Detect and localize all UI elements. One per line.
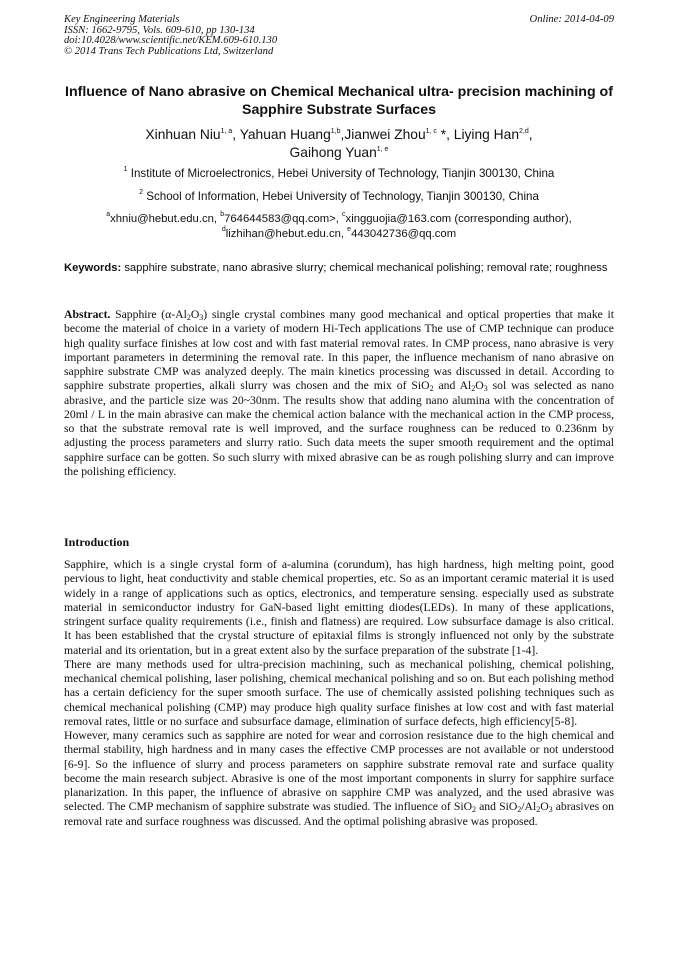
author-affiliation-mark: 1, c — [425, 128, 437, 135]
author-emails: $^a$xhniu@hebut.edu.cn, $^b$764644583@qq.com>, $^c$xingguojia@163.com (corresponding author), $^d$lizhihan@hebut.edu.cn, $^e$443042736@qq.com — [106, 211, 572, 240]
author-affiliation-mark: 2,d — [519, 128, 529, 135]
journal-name: Key Engineering Materials — [64, 14, 180, 25]
email-c: xingguojia@163.com (corresponding author), — [345, 213, 572, 225]
abstract-label: Abstract. — [64, 308, 111, 321]
email-d: lizhihan@hebut.edu.cn, — [225, 227, 345, 240]
copyright-line: © 2014 Trans Tech Publications Ltd, Switzerland — [64, 45, 274, 57]
affiliation-number: 2 — [139, 189, 143, 196]
introduction-body — [64, 558, 614, 829]
author-affiliation-mark: 1,b — [330, 128, 341, 135]
affiliation-text: School of Information, Hebei University of Technology, Tianjin 300130, China — [146, 190, 539, 203]
abstract: Abstract. Sapphire $(\alpha-Al_2O_3)$ single crystal combines many good mechanical and optical properties that make it become the material of choice in a variety of modern Hi-Tech applications The use of CMP technique can produce high quality surface finishes at low cost and with fast material removal rates. In CMP process, nano abrasive is very important parameters in determining the removal rate. In this paper, the influence mechanism of nano abrasive on sapphire substrate CMP was analyzed deeply. The main kinetics processing was discussed in detail. According to sapphire substrate properties, alkali slurry was chosen and the mix of SiO$_2$ and $Al_2O_3$ sol was selected as nano abrasive, and the particle size was 20~30nm. The results show that adding nano alumina with the concentration of 20ml / L in the main abrasive can make the chemical action balance with the mechanical action in the CMP process, so that the substrate removal rate is well improved, and the surface roughness can be reduced to 0.236nm by adjusting the process parameters and slurry ratio. Such data meets the super smooth requirement and the optimal sapphire surface can be gotten. So such slurry with mixed abrasive can be as rough polishing slurry and can improve the polishing efficiency. — [64, 308, 615, 478]
keywords-label: Keywords: — [64, 262, 122, 274]
journal-header — [64, 15, 614, 57]
email-b: 764644583@qq.com>, — [224, 213, 339, 225]
email-a: xhniu@hebut.edu.cn, — [110, 213, 218, 225]
online-date: Online: 2014-04-09 — [529, 14, 614, 25]
doi-line: doi:10.4028/www.scientific.net/KEM.609-610.130 — [64, 35, 278, 47]
keywords — [64, 261, 614, 275]
affiliation-number: 1 — [123, 166, 128, 173]
issn-line: ISSN: 1662-9795, Vols. 609-610, pp 130-134 — [64, 24, 255, 36]
author-name: Yahuan Huang — [239, 127, 331, 142]
author-list: Xinhuan Niu$^{1, a}$, Yahuan Huang$^{1,b}$,Jianwei Zhou$^{1, c}$ *, Liying Han$^{2,d}$, Gaihong Yuan$^{1, e}$ — [145, 127, 533, 160]
affiliation-1 — [60, 167, 618, 181]
keywords-text: sapphire substrate, nano abrasive slurry; chemical mechanical polishing; removal rate; roughness — [124, 262, 608, 274]
intro-paragraph-3: However, many ceramics such as sapphire are noted for wear and corrosion resistance due to the high chemical and thermal stability, high hardness and in many cases the effective CMP processes are not available or not understood [6-9]. So the influence of slurry and process parameters on sapphire substrate removal rate and surface quality become the main research subject. Abrasive is one of the most important components in slurry for sapphire surface planarization. In this paper, the influence of abrasive on sapphire CMP was analyzed, and the used abrasive was selected. The CMP mechanism of sapphire substrate was studied. The influence of SiO$_2$ and $SiO_2/Al_2O_3$ abrasives on removal rate and surface roughness was discussed. And the optimal polishing abrasive was proposed. — [64, 729, 614, 828]
author-name: Jianwei Zhou — [344, 127, 426, 142]
email-e: 443042736@qq.com — [351, 227, 457, 240]
intro-paragraph-2: There are many methods used for ultra-precision machining, such as mechanical polishing, chemical polishing, mechanical chemical polishing, laser polishing, chemical mechanical polishing and so on. But each polishing method has a certain deficiency for the super smooth surface. The use of chemically assisted polishing techniques such as chemical mechanical polishing (CMP) may produce high quality surface finishes at low cost and with fast material removal rates, little or no surface and subsurface damage, elimination of surface defects, high efficiency[5-8]. — [64, 657, 614, 728]
intro-paragraph-1: Sapphire, which is a single crystal form of a-alumina (corundum), has high hardness, high melting point, good pervious to light, heat conductivity and stable chemical properties, etc. So as an important ceramic material it is used widely in a range of applications such as optics, electronics, and temperature sensing. especially used as substrate material in semiconductor industry for GaN-based light emitting diodes(LEDs). In many of these applications, stringent surface quality requirements (i.e., finish and flatness) are required. Low subsurface damage is also critical. It has been established that the crystal structure of epitaxial films is strongly influenced not only by the substrate material and its orientation, but in a great extent also by the surface preparation of the substrate [1-4]. — [64, 558, 614, 657]
author-name: Liying Han — [453, 127, 519, 142]
author-name: Xinhuan Niu — [145, 127, 221, 142]
affiliation-2 — [60, 190, 618, 204]
affiliation-text: Institute of Microelectronics, Hebei University of Technology, Tianjin 300130, China — [130, 167, 555, 180]
section-heading-introduction: Introduction — [64, 535, 130, 549]
author-affiliation-mark: 1, e — [376, 146, 389, 153]
author-affiliation-mark: 1, a — [220, 128, 233, 135]
author-name: Gaihong Yuan — [289, 145, 377, 160]
paper-title: Influence of Nano abrasive on Chemical Mechanical ultra- precision machining of Sapphire Substrate Surfaces — [65, 84, 613, 118]
